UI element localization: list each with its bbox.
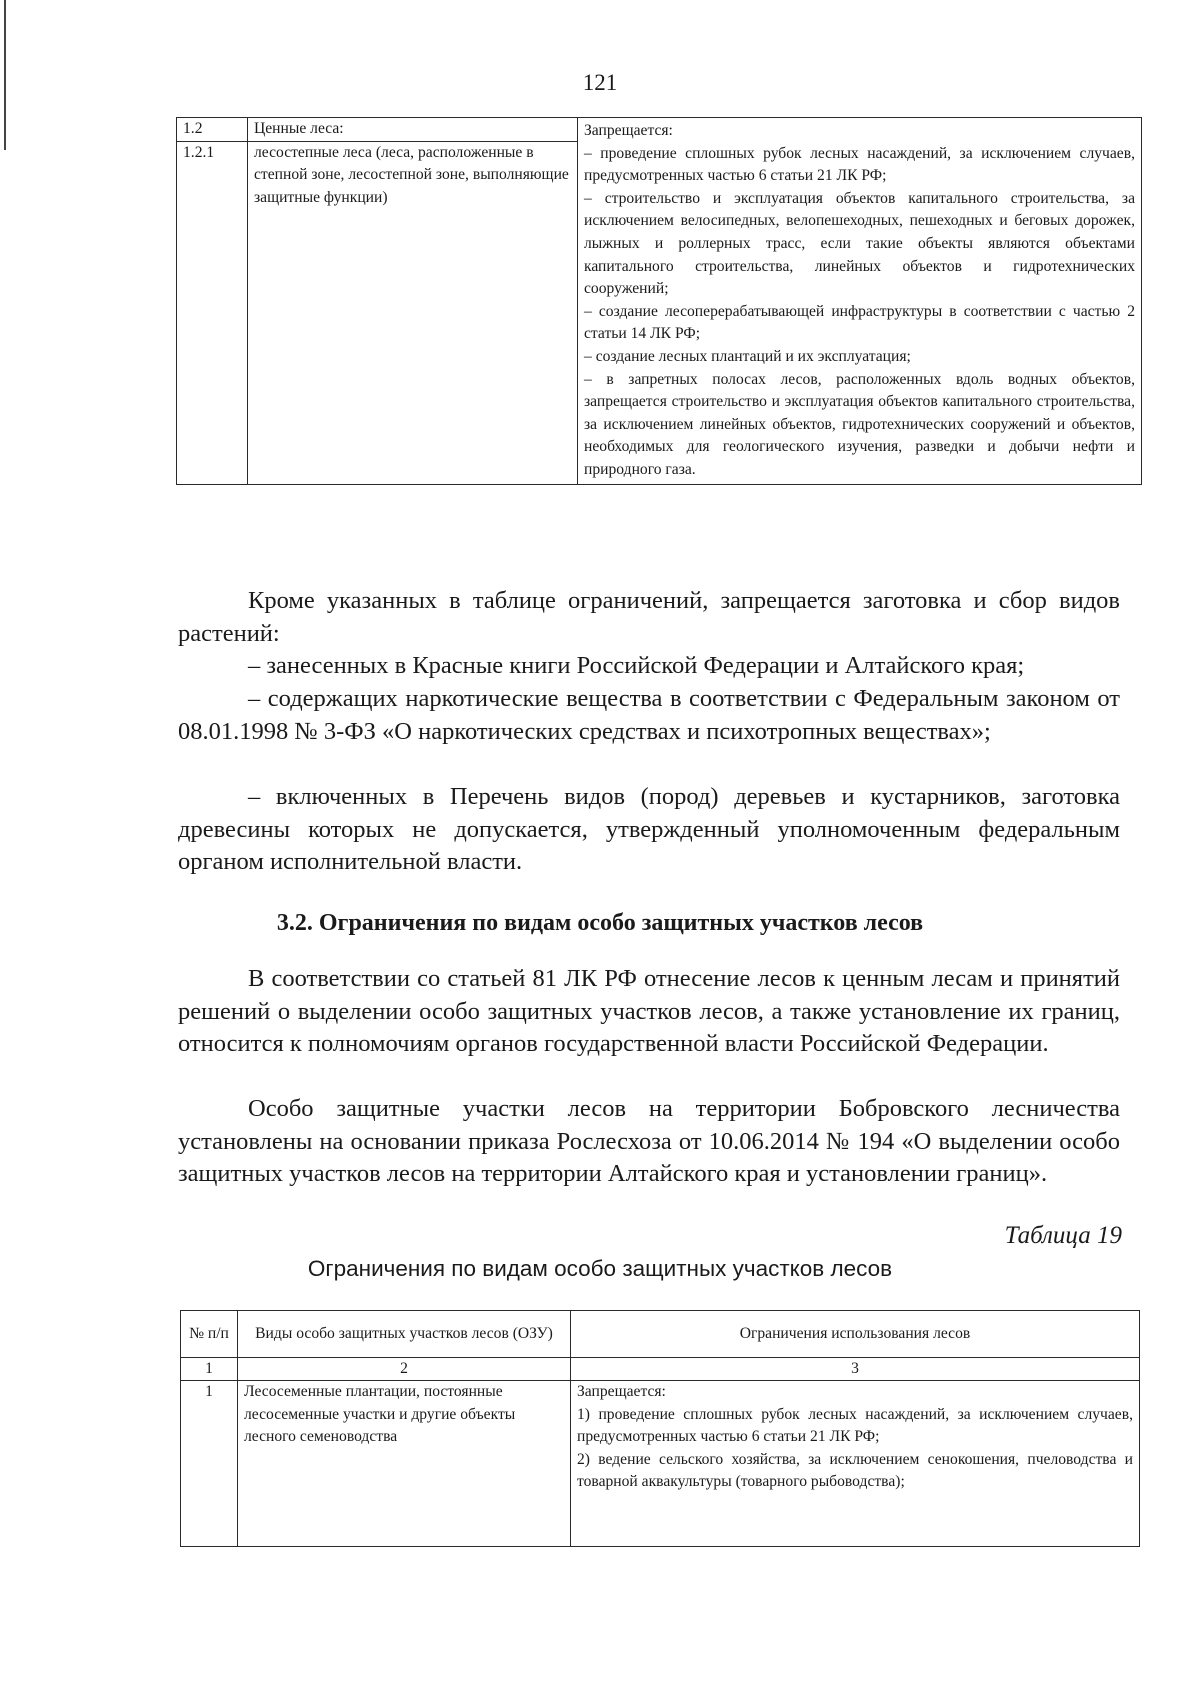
forest-restrictions-table-continued [176,117,1142,485]
paragraph-red-book: – занесенных в Красные книги Российской Федерации и Алтайского края; [248,652,1025,679]
table-row [177,118,1142,485]
table-numbering-row [181,1358,1140,1381]
row-1-2-name: Ценные леса: [248,118,577,142]
table-cell-restrictions [578,118,1142,485]
row-number: 1 [181,1381,238,1547]
row-1-2-number: 1.2 [177,118,247,142]
column-header-ozu-type: Виды особо защитных участков лесов (ОЗУ) [238,1311,571,1358]
table-cell-number [177,118,248,485]
column-header-restrictions: Ограничения использования лесов [571,1311,1140,1358]
table-cell-forest-type [248,118,578,485]
restriction-item: – создание лесных плантаций и их эксплуатация; [584,347,911,365]
column-number: 2 [238,1358,571,1381]
table-caption: Таблица 19 [1004,1222,1122,1249]
table-header-row [181,1311,1140,1358]
section-heading: 3.2. Ограничения по видам особо защитных участков лесов [276,910,924,936]
restriction-item: – создание лесоперерабатывающей инфраструктуры в соответствии с частью 2 статьи 14 ЛК РФ; [584,302,1135,343]
restriction-item: 1) проведение сплошных рубок лесных насаждений, за исключением случаев, предусмотренных частью 6 статьи 21 ЛК РФ; [577,1405,1133,1446]
row-restrictions [571,1381,1140,1547]
restriction-item: 2) ведение сельского хозяйства, за исключением сенокошения, пчеловодства и товарной аквакультуры (товарного рыбоводства); [577,1450,1133,1491]
restriction-item: – строительство и эксплуатация объектов капитального строительства, за исключением велосипедных, велопешеходных, пешеходных и беговых дорожек, лыжных и роллерных трасс, если такие объекты являются объектами капитального строительства, линейных объектов и гидротехнических сооружений; [584,189,1135,298]
paragraph-plant-harvest-ban: Кроме указанных в таблице ограничений, запрещается заготовка и сбор видов растений: [178,587,1120,647]
row-ozu-type: Лесосеменные плантации, постоянные лесосеменные участки и другие объекты лесного семеноводства [238,1381,571,1547]
column-header-number: № п/п [181,1311,238,1358]
column-number: 3 [571,1358,1140,1381]
paragraph-species-list: – включенных в Перечень видов (пород) деревьев и кустарников, заготовка древесины которых не допускается, утвержденный уполномоченным федеральным органом исполнительной власти. [178,783,1120,875]
restriction-title: Запрещается: [577,1383,666,1400]
paragraph-narcotic: – содержащих наркотические вещества в соответствии с Федеральным законом от 08.01.1998 № 3-ФЗ «О наркотических средствах и психотропных веществах»; [178,685,1120,745]
table-title: Ограничения по видам особо защитных участков лесов [307,1256,893,1281]
paragraph-bobrovsky: Особо защитные участки лесов на территории Бобровского лесничества установлены на основании приказа Рослесхоза от 10.06.2014 № 194 «О выделении особо защитных участков лесов на территории Алтайского края и установлении границ». [178,1095,1120,1187]
page-number: 121 [582,70,618,95]
paragraph-article-81: В соответствии со статьей 81 ЛК РФ отнесение лесов к ценным лесам и принятий решений о выделении особо защитных участков лесов, а также установление их границ, относится к полномочиям органов государственной власти Российской Федерации. [178,965,1120,1057]
restriction-title: Запрещается: [584,122,673,139]
restriction-item: – проведение сплошных рубок лесных насаждений, за исключением случаев, предусмотренных частью 6 статьи 21 ЛК РФ; [584,144,1135,185]
row-1-2-1-name: лесостепные леса (леса, расположенные в степной зоне, лесостепной зоне, выполняющие защитные функции) [254,143,569,206]
table-row [181,1381,1140,1547]
ozu-restrictions-table [180,1310,1140,1547]
column-number: 1 [181,1358,238,1381]
restriction-item: – в запретных полосах лесов, расположенных вдоль водных объектов, запрещается строительство и эксплуатация объектов капитального строительства, за исключением линейных объектов, гидротехнических сооружений и объектов, необходимых для геологического изучения, разведки и добычи нефти и природного газа. [584,370,1135,478]
row-1-2-1-number: 1.2.1 [183,143,215,161]
